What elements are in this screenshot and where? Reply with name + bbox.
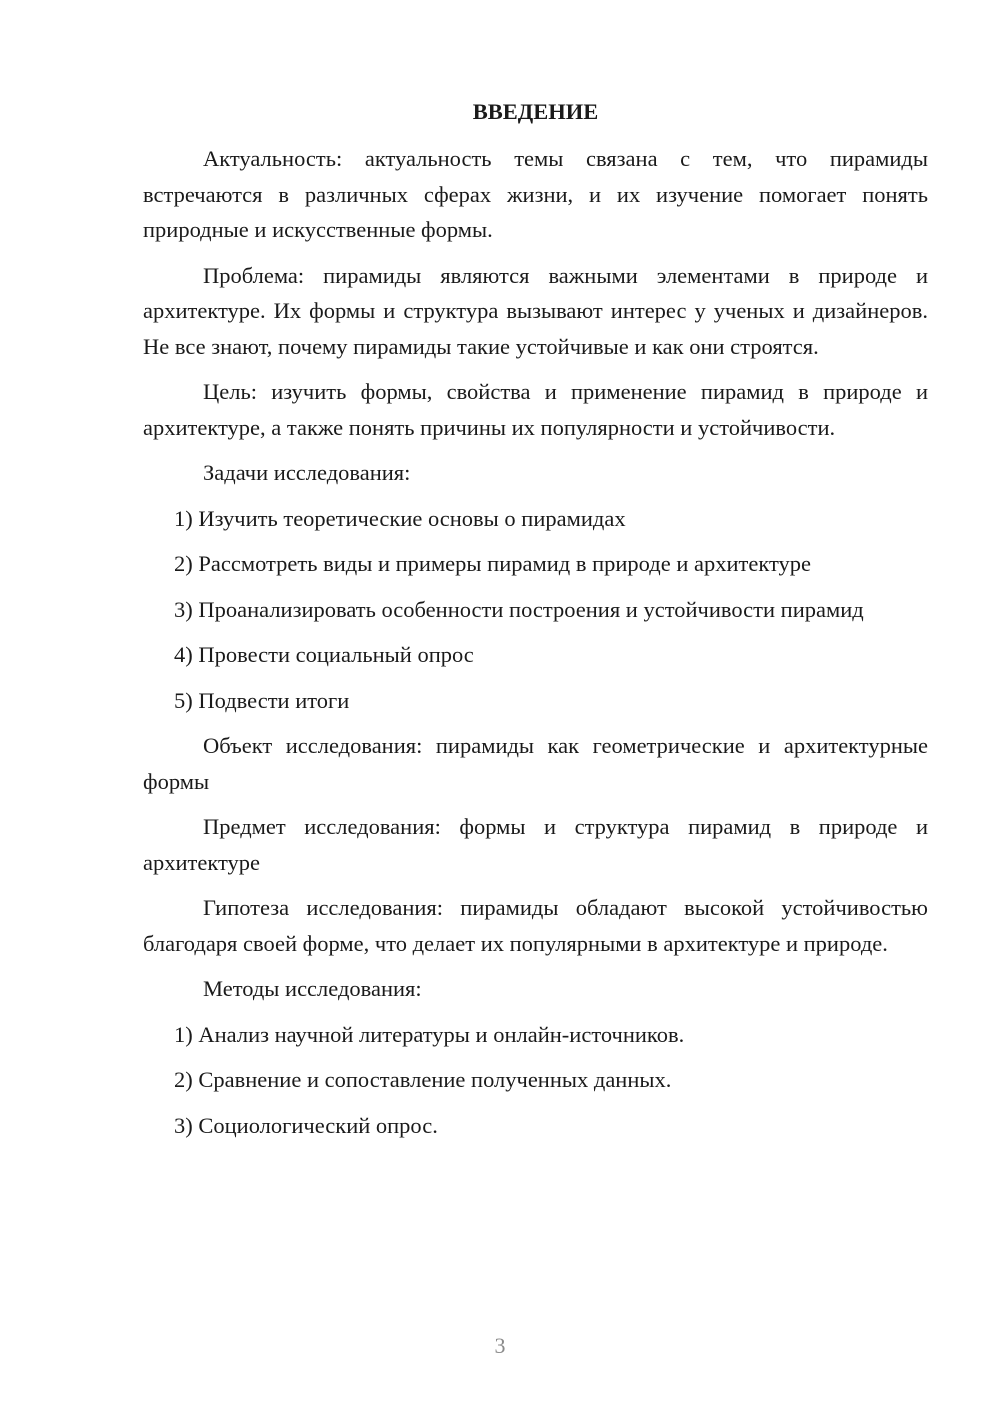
- list-item: 2) Рассмотреть виды и примеры пирамид в природе и архитектуре: [174, 551, 811, 576]
- object-paragraph: Объект исследования: пирамиды как геометрические и архитектурные формы: [143, 733, 928, 794]
- tasks-list: [143, 501, 928, 719]
- list-item: 1) Изучить теоретические основы о пирамидах: [174, 505, 626, 531]
- hypothesis-paragraph: Гипотеза исследования: пирамиды обладают высокой устойчивостью благодаря своей форме, что делает их популярными в архитектуре и природе.: [143, 895, 928, 956]
- page-title: ВВЕДЕНИЕ: [472, 99, 599, 124]
- problem-paragraph: Проблема: пирамиды являются важными элементами в природе и архитектуре. Их формы и структура вызывают интерес у ученых и дизайнеров. Не все знают, почему пирамиды такие устойчивые и как они строятся.: [143, 262, 928, 359]
- methods-list: [143, 1017, 928, 1144]
- goal-paragraph: Цель: изучить формы, свойства и применение пирамид в природе и архитектуре, а также понять причины их популярности и устойчивости.: [143, 379, 928, 440]
- methods-heading: Методы исследования:: [203, 976, 422, 1001]
- page-number: 3: [494, 1333, 506, 1358]
- list-item: 1) Анализ научной литературы и онлайн-источников.: [174, 1021, 685, 1047]
- document-page: [143, 94, 928, 1153]
- relevance-paragraph: Актуальность: актуальность темы связана с тем, что пирамиды встречаются в различных сферах жизни, и их изучение помогает понять природные и искусственные формы.: [143, 146, 928, 242]
- list-item: 3) Социологический опрос.: [174, 1112, 438, 1138]
- list-item: 5) Подвести итоги: [174, 687, 350, 713]
- list-item: 4) Провести социальный опрос: [174, 642, 474, 667]
- list-item: 2) Сравнение и сопоставление полученных данных.: [174, 1067, 672, 1092]
- tasks-heading: Задачи исследования:: [203, 460, 411, 485]
- subject-paragraph: Предмет исследования: формы и структура пирамид в природе и архитектуре: [143, 814, 928, 875]
- list-item: 3) Проанализировать особенности построения и устойчивости пирамид: [174, 596, 864, 622]
